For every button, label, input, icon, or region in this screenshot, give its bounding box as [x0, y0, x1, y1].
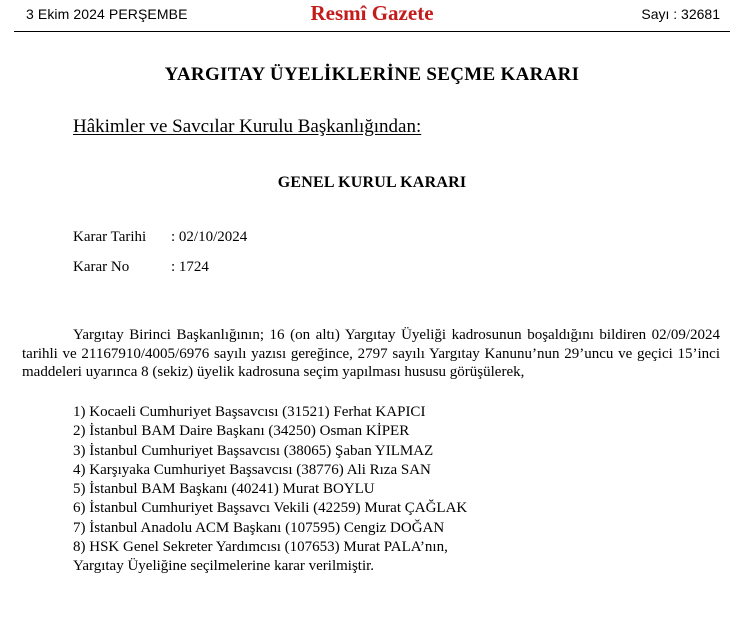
elected-members-list: [73, 403, 467, 577]
decision-date-row: [73, 229, 247, 246]
document-title: YARGITAY ÜYELİKLERİNE SEÇME KARARI: [164, 64, 580, 85]
issuing-authority: Hâkimler ve Savcılar Kurulu Başkanlığından:: [73, 116, 422, 137]
list-item: 1) Kocaeli Cumhuriyet Başsavcısı (31521) Ferhat KAPICI: [73, 404, 426, 420]
list-item: 7) İstanbul Anadolu ACM Başkanı (107595) Cengiz DOĞAN: [73, 519, 445, 536]
list-item: 2) İstanbul BAM Daire Başkanı (34250) Osman KİPER: [73, 423, 410, 440]
header-divider: [14, 31, 730, 32]
decision-number-label: Karar No: [73, 259, 130, 275]
decision-date-label: Karar Tarihi: [73, 229, 147, 245]
decision-body-paragraph: Yargıtay Birinci Başkanlığının; 16 (on altı) Yargıtay Üyeliği kadrosunun boşaldığını bildiren 02/09/2024 tarihli ve 21167910/4005/6976 sayılı yazısı gereğince, 2797 sayılı Yargıtay Kanunu’nun 29’uncu ve geçici 15’inci maddeleri uyarınca 8 (sekiz) üyelik kadrosuna seçim yapılması hususu görüşülerek,: [22, 327, 720, 381]
decision-number-row: [73, 259, 209, 276]
closing-statement: Yargıtay Üyeliğine seçilmelerine karar verilmiştir.: [73, 558, 375, 575]
decision-number-value: : 1724: [171, 259, 209, 275]
list-item: 6) İstanbul Cumhuriyet Başsavcı Vekili (42259) Murat ÇAĞLAK: [73, 500, 468, 517]
list-item: 8) HSK Genel Sekreter Yardımcısı (107653) Murat PALA’nın,: [73, 539, 448, 556]
header-date: 3 Ekim 2024 PERŞEMBE: [26, 6, 188, 22]
list-item: 3) İstanbul Cumhuriyet Başsavcısı (38065) Şaban YILMAZ: [73, 442, 434, 459]
decision-type-heading: GENEL KURUL KARARI: [277, 174, 467, 191]
issue-number: Sayı : 32681: [641, 6, 720, 22]
list-item: 4) Karşıyaka Cumhuriyet Başsavcısı (38776) Ali Rıza SAN: [73, 461, 431, 478]
gazette-title: Resmî Gazete: [310, 1, 434, 25]
list-item: 5) İstanbul BAM Başkanı (40241) Murat BOYLU: [73, 481, 375, 498]
decision-date-value: : 02/10/2024: [171, 229, 248, 245]
